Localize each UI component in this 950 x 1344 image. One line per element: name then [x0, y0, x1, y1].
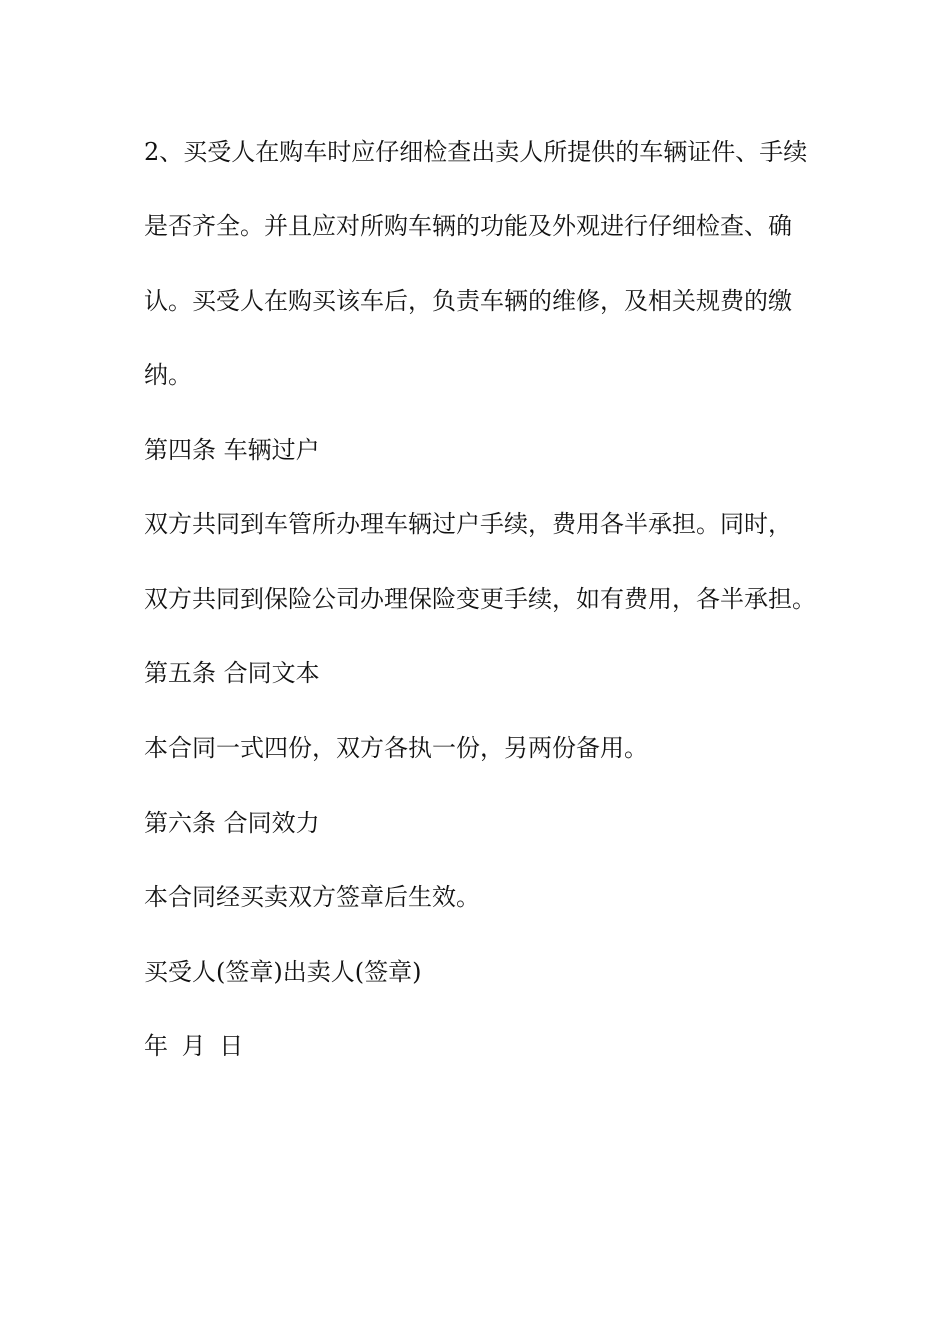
- clause-3-item-2-line-3: 认。买受人在购买该车后，负责车辆的维修，及相关规费的缴: [144, 287, 792, 315]
- clause-4-body-line-1: 双方共同到车管所办理车辆过户手续，费用各半承担。同时，: [144, 510, 792, 538]
- clause-4-heading: 第四条 车辆过户: [144, 436, 320, 464]
- clause-3-item-2-line-2: 是否齐全。并且应对所购车辆的功能及外观进行仔细检查、确: [144, 212, 792, 240]
- signature-line: 买受人(签章)出卖人(签章): [144, 958, 422, 986]
- clause-5-body: 本合同一式四份，双方各执一份，另两份备用。: [144, 734, 648, 762]
- clause-3-item-2-line-4: 纳。: [144, 361, 192, 389]
- date-line: 年 月 日: [144, 1032, 244, 1060]
- clause-3-item-2-line-1: 2、买受人在购车时应仔细检查出卖人所提供的车辆证件、手续: [144, 138, 808, 166]
- clause-6-heading: 第六条 合同效力: [144, 809, 320, 837]
- clause-6-body: 本合同经买卖双方签章后生效。: [144, 883, 480, 911]
- clause-5-heading: 第五条 合同文本: [144, 659, 320, 687]
- clause-4-body-line-2: 双方共同到保险公司办理保险变更手续，如有费用，各半承担。: [144, 585, 816, 613]
